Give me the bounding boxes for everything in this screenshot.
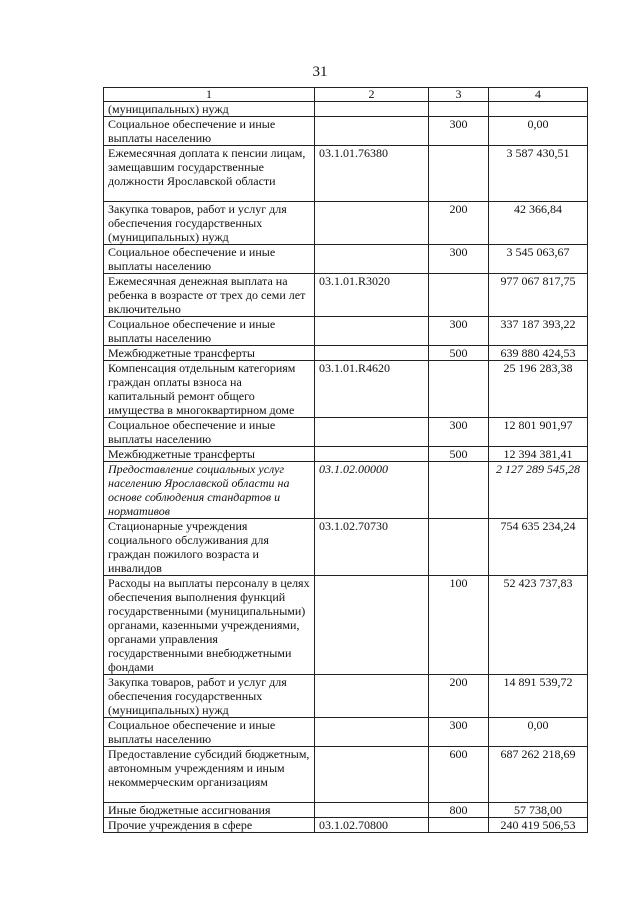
- row-sum-cell: 57 738,00: [489, 803, 588, 818]
- row-code-cell: [315, 202, 429, 245]
- table-row: [104, 346, 588, 361]
- row-sum-cell: 0,00: [489, 117, 588, 146]
- row-kvr-cell: 200: [429, 202, 489, 245]
- budget-table: [103, 87, 588, 833]
- table-row: [104, 675, 588, 718]
- row-name-cell: Прочие учреждения в сфере: [104, 818, 315, 833]
- row-code-cell: 03.1.01.76380: [315, 146, 429, 202]
- row-sum-cell: 2 127 289 545,28: [489, 462, 588, 519]
- row-sum-cell: 639 880 424,53: [489, 346, 588, 361]
- row-sum-cell: 3 545 063,67: [489, 245, 588, 274]
- row-code-cell: [315, 718, 429, 747]
- row-kvr-cell: [429, 519, 489, 576]
- table-header-row: [104, 88, 588, 102]
- row-name-cell: Социальное обеспечение и иные выплаты населению: [104, 245, 315, 274]
- row-code-cell: [315, 447, 429, 462]
- header-col-1: 1: [104, 88, 315, 102]
- row-kvr-cell: 300: [429, 418, 489, 447]
- row-code-cell: [315, 117, 429, 146]
- table-row: [104, 462, 588, 519]
- row-code-cell: [315, 418, 429, 447]
- row-kvr-cell: [429, 462, 489, 519]
- row-code-cell: [315, 102, 429, 117]
- row-name-cell: Стационарные учреждения социального обслуживания для граждан пожилого возраста и инвалидов: [104, 519, 315, 576]
- row-code-cell: 03.1.01.R4620: [315, 361, 429, 418]
- table-row: [104, 747, 588, 803]
- header-col-4: 4: [489, 88, 588, 102]
- page-number: 31: [312, 64, 328, 80]
- row-name-cell: Компенсация отдельным категориям граждан оплаты взноса на капитальный ремонт общего имущества в многоквартирном доме: [104, 361, 315, 418]
- row-name-cell: Межбюджетные трансферты: [104, 447, 315, 462]
- row-kvr-cell: 300: [429, 245, 489, 274]
- table-row: [104, 146, 588, 202]
- row-code-cell: [315, 317, 429, 346]
- table-row: [104, 117, 588, 146]
- row-kvr-cell: 100: [429, 576, 489, 675]
- row-sum-cell: 687 262 218,69: [489, 747, 588, 803]
- row-name-cell: Закупка товаров, работ и услуг для обеспечения государственных (муниципальных) нужд: [104, 202, 315, 245]
- row-code-cell: 03.1.02.70730: [315, 519, 429, 576]
- table-row: [104, 317, 588, 346]
- row-kvr-cell: 600: [429, 747, 489, 803]
- row-name-cell: Расходы на выплаты персоналу в целях обеспечения выполнения функций государственными (муниципальными) органами, казенными учреждениями, органами управления государственными внебюджетными фондами: [104, 576, 315, 675]
- row-kvr-cell: 500: [429, 447, 489, 462]
- row-kvr-cell: [429, 146, 489, 202]
- table-row: [104, 576, 588, 675]
- header-col-3: 3: [429, 88, 489, 102]
- row-name-cell: Ежемесячная денежная выплата на ребенка в возрасте от трех до семи лет включительно: [104, 274, 315, 317]
- row-name-cell: Предоставление субсидий бюджетным, автономным учреждениям и иным некоммерческим организациям: [104, 747, 315, 803]
- row-sum-cell: 754 635 234,24: [489, 519, 588, 576]
- row-sum-cell: 52 423 737,83: [489, 576, 588, 675]
- row-kvr-cell: [429, 102, 489, 117]
- row-sum-cell: 3 587 430,51: [489, 146, 588, 202]
- row-sum-cell: 25 196 283,38: [489, 361, 588, 418]
- table-row: [104, 274, 588, 317]
- table-row: [104, 447, 588, 462]
- row-kvr-cell: 300: [429, 718, 489, 747]
- row-code-cell: 03.1.01.R3020: [315, 274, 429, 317]
- row-code-cell: [315, 747, 429, 803]
- row-kvr-cell: 800: [429, 803, 489, 818]
- row-kvr-cell: [429, 361, 489, 418]
- row-code-cell: [315, 576, 429, 675]
- row-name-cell: Предоставление социальных услуг населению Ярославской области на основе соблюдения стандартов и нормативов: [104, 462, 315, 519]
- row-kvr-cell: [429, 818, 489, 833]
- row-sum-cell: 14 891 539,72: [489, 675, 588, 718]
- row-name-cell: Межбюджетные трансферты: [104, 346, 315, 361]
- table-row: [104, 519, 588, 576]
- table-row: [104, 818, 588, 833]
- row-name-cell: Социальное обеспечение и иные выплаты населению: [104, 418, 315, 447]
- row-kvr-cell: 300: [429, 117, 489, 146]
- row-kvr-cell: 300: [429, 317, 489, 346]
- row-sum-cell: 12 394 381,41: [489, 447, 588, 462]
- row-name-cell: Иные бюджетные ассигнования: [104, 803, 315, 818]
- table-row: [104, 202, 588, 245]
- row-name-cell: (муниципальных) нужд: [104, 102, 315, 117]
- row-name-cell: Социальное обеспечение и иные выплаты населению: [104, 718, 315, 747]
- row-sum-cell: 977 067 817,75: [489, 274, 588, 317]
- row-name-cell: Ежемесячная доплата к пенсии лицам, замещавшим государственные должности Ярославской области: [104, 146, 315, 202]
- row-name-cell: Социальное обеспечение и иные выплаты населению: [104, 117, 315, 146]
- row-name-cell: Социальное обеспечение и иные выплаты населению: [104, 317, 315, 346]
- row-code-cell: [315, 245, 429, 274]
- row-code-cell: 03.1.02.00000: [315, 462, 429, 519]
- row-sum-cell: 12 801 901,97: [489, 418, 588, 447]
- row-name-cell: Закупка товаров, работ и услуг для обеспечения государственных (муниципальных) нужд: [104, 675, 315, 718]
- row-code-cell: [315, 675, 429, 718]
- row-code-cell: [315, 346, 429, 361]
- table-row: [104, 418, 588, 447]
- row-sum-cell: 0,00: [489, 718, 588, 747]
- table-row: [104, 361, 588, 418]
- row-kvr-cell: 500: [429, 346, 489, 361]
- row-kvr-cell: 200: [429, 675, 489, 718]
- table-row: [104, 102, 588, 117]
- row-code-cell: 03.1.02.70800: [315, 818, 429, 833]
- row-sum-cell: 240 419 506,53: [489, 818, 588, 833]
- row-sum-cell: 337 187 393,22: [489, 317, 588, 346]
- row-code-cell: [315, 803, 429, 818]
- row-kvr-cell: [429, 274, 489, 317]
- table-row: [104, 718, 588, 747]
- table-row: [104, 803, 588, 818]
- table-row: [104, 245, 588, 274]
- row-sum-cell: [489, 102, 588, 117]
- header-col-2: 2: [315, 88, 429, 102]
- row-sum-cell: 42 366,84: [489, 202, 588, 245]
